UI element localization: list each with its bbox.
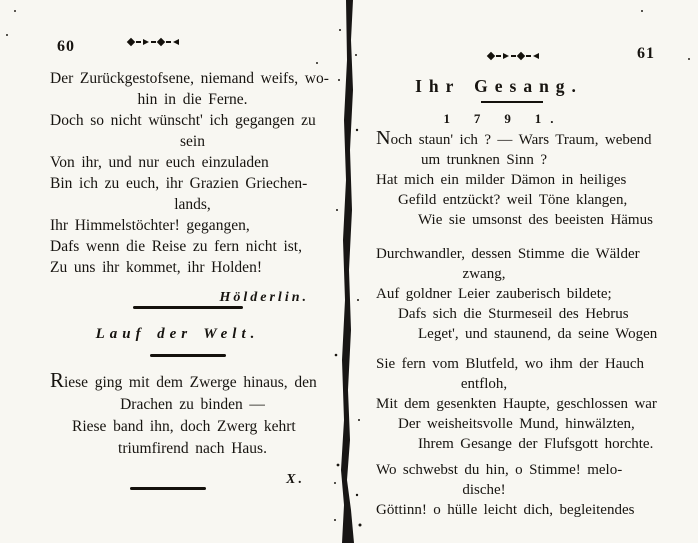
poem-line: Göttinn! o hülle leicht dich, begleitendes [376, 502, 635, 518]
poem-line: Der Zurückgestofsene, niemand weifs, wo- [50, 70, 329, 87]
poem-line: dische! [462, 482, 506, 498]
poem-line: Der weisheitsvolle Mund, hinwälzten, [398, 416, 635, 432]
poem-title-block [50, 324, 335, 345]
poem-attribution: Hölderlin. [219, 290, 309, 305]
poem-line: Gefild entzückt? weil Töne klangen, [398, 192, 628, 208]
vignette-ornament-icon [128, 37, 179, 47]
poem-line: entfloh, [460, 376, 508, 392]
page-number-left: 60 [57, 38, 75, 55]
title-divider-rule [481, 101, 543, 103]
poem-lauf-der-welt [50, 368, 335, 491]
stanza-3 [376, 354, 682, 454]
poem-title: Ihr Gesang. [415, 76, 583, 96]
poem-line: Wie sie umsonst des beeisten Hämus [418, 212, 653, 228]
poem-line: Mit dem gesenkten Haupte, geschlossen war [376, 396, 657, 412]
poem-line: Ihrem Gesange der Flufsgott horchte. [418, 436, 654, 452]
poem-year: 1 7 9 1. [443, 111, 563, 126]
poem-line: sein [180, 133, 205, 150]
poem-line: triumfirend nach Haus. [118, 440, 267, 457]
poem-attribution: X. [286, 472, 305, 487]
poem-line: Noch staun' ich ? — Wars Traum, webend [376, 127, 652, 149]
poem-line: zwang, [462, 266, 506, 282]
poem-line: Ihr Himmelstöchter! gegangen, [50, 217, 250, 234]
poem-line: Riese band ihn, doch Zwerg kehrt [72, 418, 296, 435]
poem-line: Leget', und staunend, da seine Wogen [418, 326, 658, 342]
stanza-1 [376, 127, 682, 230]
stanza-4 [376, 460, 682, 520]
poem-line: Durchwandler, dessen Stimme die Wälder [376, 246, 640, 262]
poem-line: Doch so nicht wünscht' ich gegangen zu [50, 112, 316, 129]
poem-line: Riese ging mit dem Zwerge hinaus, den [50, 368, 317, 392]
poem-line: hin in die Ferne. [137, 91, 248, 108]
poem-line: Drachen zu binden — [120, 396, 265, 413]
poem-line: Dafs wenn die Reise zu fern nicht ist, [50, 238, 302, 255]
poem-title-block [376, 76, 682, 129]
poem-line: Von ihr, und nur euch einzuladen [50, 154, 269, 171]
poem-title: Lauf der Welt. [95, 326, 260, 342]
section-divider-rule [150, 354, 226, 357]
poem-line: Wo schwebst du hin, o Stimme! melo- [376, 462, 623, 478]
gutter-shadow [330, 0, 366, 543]
stanza-2 [376, 244, 682, 344]
section-divider-rule [130, 487, 206, 490]
speckle-noise [0, 0, 2, 2]
poem-line: lands, [174, 196, 211, 213]
poem-line: um trunknen Sinn ? [420, 152, 547, 168]
poem-line: Dafs sich die Sturmeseil des Hebrus [398, 306, 629, 322]
poem-line: Bin ich zu euch, ihr Grazien Griechen- [50, 175, 308, 192]
poem-line: Zu uns ihr kommet, ihr Holden! [50, 259, 262, 276]
section-divider-rule [133, 306, 243, 309]
poem-hoelderlin [50, 68, 335, 308]
poem-line: Hat mich ein milder Dämon in heiliges [376, 172, 627, 188]
page-number-right: 61 [637, 45, 655, 62]
vignette-ornament-icon [488, 51, 539, 61]
poem-line: Sie fern vom Blutfeld, wo ihm der Hauch [376, 356, 645, 372]
poem-line: Auf goldner Leier zauberisch bildete; [376, 286, 612, 302]
